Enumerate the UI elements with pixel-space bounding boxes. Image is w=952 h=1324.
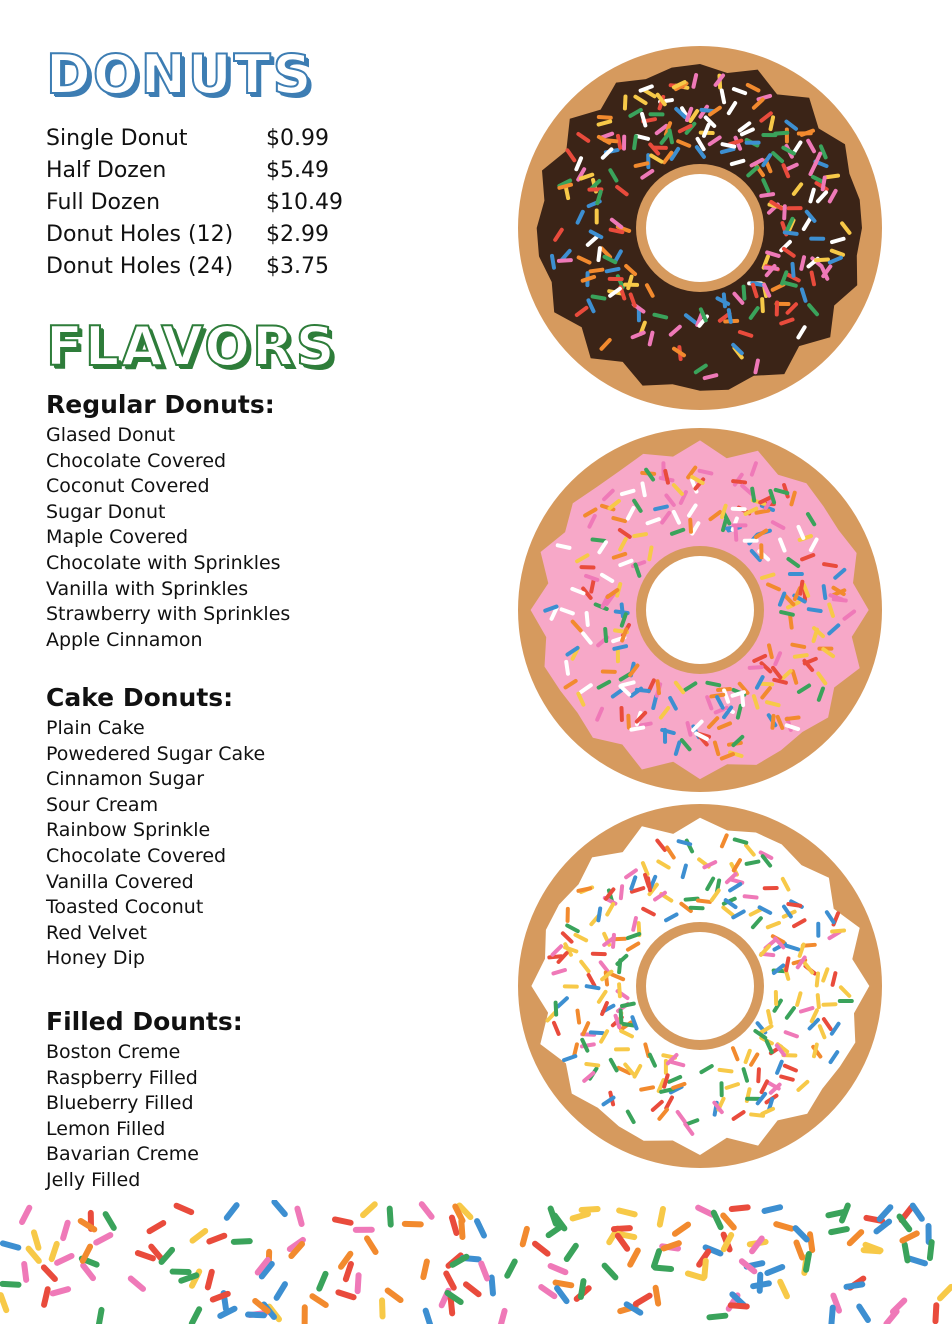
list-item: Maple Covered [46,526,189,549]
sprinkle [936,1283,952,1303]
sprinkle [335,1289,358,1301]
list-item: Chocolate Covered [46,449,227,472]
price-list [46,122,343,282]
sprinkle [563,984,579,988]
pink-sprinkle-donut-image [514,424,886,796]
sprinkle [901,1241,911,1264]
sprinkle [732,523,748,527]
list-item: Toasted Coconut [46,896,204,919]
flavors-heading: FLAVORS [46,315,337,378]
sprinkle [623,94,628,110]
list-item: Raspberry Filled [46,1066,198,1089]
sprinkle [547,1262,570,1276]
sprinkle [761,133,777,137]
sprinkle [331,1216,354,1226]
sprinkle [402,1221,424,1228]
sprinkle [828,1304,836,1324]
sprinkle [728,1204,751,1212]
price-item-value: $10.49 [266,189,343,215]
list-item: Boston Creme [46,1041,181,1063]
sprinkle [95,1306,105,1324]
sprinkle [294,1205,306,1228]
sprinkle [616,1207,639,1218]
sprinkle [30,1229,42,1252]
sprinkle [652,146,668,150]
sprinkle [353,1227,375,1233]
price-item-name: Donut Holes (12) [46,221,234,247]
sprinkle [619,706,624,722]
sprinkle [209,1290,232,1303]
list-item: Sour Cream [46,793,159,816]
sprinkle [223,1201,241,1222]
sprinkle [623,283,639,287]
sprinkle [40,1286,51,1309]
sprinkle [204,1268,215,1291]
sprinkle [710,1209,725,1231]
sprinkle [719,1081,723,1097]
sprinkle [418,1200,436,1221]
sprinkle [563,1242,580,1264]
list-item: Coconut Covered [46,475,210,498]
sprinkle [270,1200,289,1218]
sprinkle [497,1307,508,1324]
list-item: Chocolate with Sprinkles [46,551,281,574]
sprinkle [77,1217,99,1234]
list-item: Plain Cake [46,717,145,739]
price-row [46,218,343,250]
sprinkle [127,1274,148,1293]
sprinkle [102,1210,118,1232]
sprinkle [793,1239,806,1262]
sprinkle [816,922,820,938]
sprinkle [302,1304,308,1324]
sprinkle-border-image [0,1200,952,1324]
sprinkle [18,1204,33,1226]
sprinkle [231,1238,253,1245]
sprinkle [743,539,759,543]
sprinkle [622,135,626,151]
price-item-name: Single Donut [46,125,188,151]
sprinkle [386,1205,393,1227]
sprinkle [787,206,803,210]
sprinkle [40,1263,59,1283]
sprinkle [462,1280,483,1298]
sprinkle [797,131,813,135]
sprinkle [519,1225,531,1248]
list-item: Sugar Donut [46,500,166,523]
cake-donuts-title: Cake Donuts: [46,683,234,712]
price-row [46,250,343,282]
sprinkle [0,1281,22,1288]
sprinkle [188,1305,203,1324]
price-item-value: $2.99 [266,221,329,247]
sprinkle [731,507,747,512]
sprinkle [776,1278,791,1300]
sprinkle [626,714,631,730]
sprinkle [359,1200,379,1219]
sprinkle [763,886,779,890]
sprinkle [473,1217,488,1239]
sprinkle [656,1205,666,1228]
list-item: Lemon Filled [46,1117,166,1140]
list-item: Powedered Sugar Cake [46,742,266,765]
sprinkle [173,1202,196,1216]
sprinkle [503,1257,519,1279]
list-item: Vanilla with Sprinkles [46,577,249,600]
sprinkle [145,1219,167,1235]
sprinkle [689,906,705,911]
sprinkle [595,208,599,224]
regular-donuts-section [46,389,290,653]
list-item: Jelly Filled [46,1168,141,1191]
sprinkle [272,1280,289,1302]
list-item: Apple Cinnamon [46,628,203,651]
list-item: Chocolate Covered [46,844,227,867]
list-item: Rainbow Sprinkle [46,819,211,842]
filled-donuts-section [46,1006,243,1194]
sprinkle [49,1285,72,1297]
sprinkle [782,204,787,220]
sprinkle [648,112,664,116]
price-item-name: Half Dozen [46,157,167,183]
price-item-value: $5.49 [266,157,329,183]
regular-donuts-title: Regular Donuts: [46,390,275,419]
white-sprinkle-donut-image [514,800,886,1172]
filled-donuts-title: Filled Dounts: [46,1007,243,1036]
sprinkle [531,1240,552,1258]
donut-hole [646,932,754,1040]
sprinkle [566,907,570,923]
sprinkle [785,127,789,143]
sprinkle [477,1260,491,1283]
sprinkle [632,1292,654,1308]
sprinkle [809,237,825,241]
sprinkle [92,1231,114,1247]
sprinkle [205,1232,228,1245]
sprinkle [21,1261,30,1284]
sprinkle [308,1292,330,1309]
sprinkle [855,1302,872,1324]
sprinkle [614,1047,630,1051]
sprinkle [0,1240,22,1252]
cake-donuts-section [46,682,265,972]
sprinkle [422,1307,434,1324]
list-item: Glased Donut [46,424,176,446]
list-item: Blueberry Filled [46,1092,194,1115]
sprinkle [245,1311,267,1318]
sprinkle [772,1220,795,1232]
price-row [46,186,343,218]
sprinkle [600,1261,619,1281]
sprinkle [379,1297,386,1319]
sprinkle [821,1002,837,1007]
sprinkle [315,1270,329,1293]
sprinkle [363,1234,380,1256]
sprinkle [170,1268,192,1275]
price-item-value: $0.99 [266,125,329,151]
list-item: Cinnamon Sugar [46,768,205,791]
sprinkle [932,1302,939,1324]
donut-hole [646,174,754,282]
sprinkle [0,1291,10,1314]
sprinkle [591,952,607,956]
list-item: Strawberry with Sprinkles [46,603,291,626]
sprinkle [354,1272,361,1294]
list-item: Red Velvet [46,921,148,944]
chocolate-sprinkle-donut-image [514,42,886,414]
sprinkle [775,300,779,316]
donut-hole [646,556,754,664]
sprinkle [652,1284,661,1307]
list-item: Vanilla Covered [46,870,194,893]
list-item: Honey Dip [46,947,145,970]
sprinkle [601,669,617,673]
sprinkle [706,1312,728,1320]
price-item-value: $3.75 [266,253,329,279]
sprinkle [828,1226,851,1236]
sprinkle [788,572,804,576]
sprinkle [838,999,854,1003]
sprinkle [763,1263,786,1277]
sprinkle [663,728,667,744]
sprinkle [671,1220,692,1237]
sprinkle [774,990,778,1006]
list-item: Bavarian Creme [46,1143,199,1166]
sprinkle [745,141,761,145]
sprinkle [759,543,763,559]
price-row [46,122,343,154]
sprinkle [554,1001,559,1017]
sprinkle [383,1286,404,1304]
sprinkle [420,1258,431,1281]
sprinkle [761,1204,784,1215]
price-item-name: Donut Holes (24) [46,253,234,279]
sprinkle [608,277,624,281]
sprinkle [188,1227,209,1245]
donuts-heading: DONUTS [46,43,314,106]
sprinkle [579,565,595,570]
sprinkle [59,1219,71,1242]
sprinkle [611,1225,633,1232]
price-row [46,154,343,186]
price-item-name: Full Dozen [46,189,161,215]
